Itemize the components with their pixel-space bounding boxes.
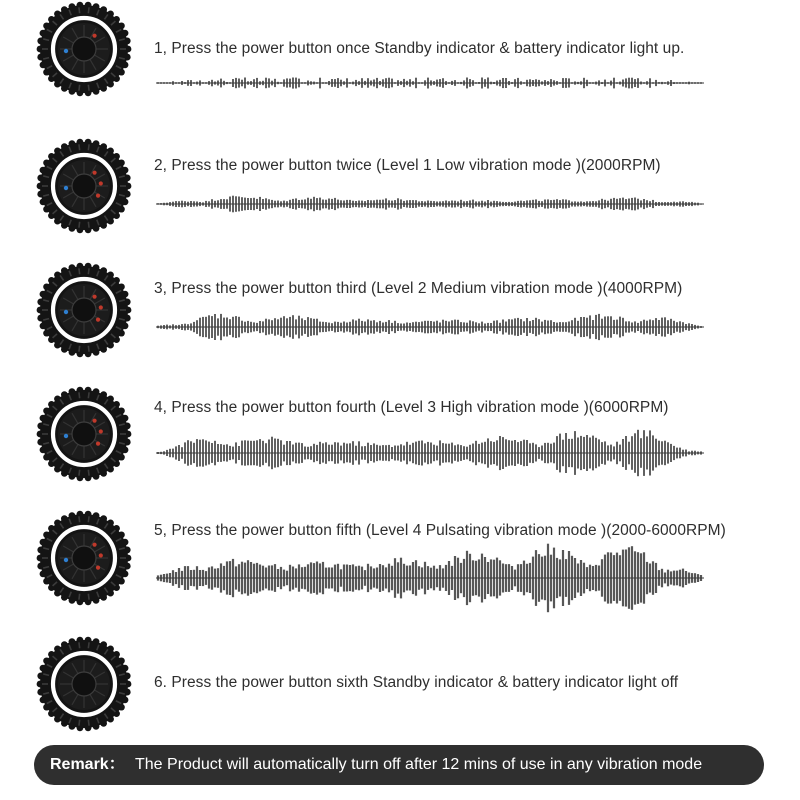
remark-text: The Product will automatically turn off after 12 mins of use in any vibration mode bbox=[135, 756, 703, 773]
remark-label: Remark： bbox=[50, 756, 125, 773]
massage-ball-icon bbox=[36, 510, 132, 606]
step-caption: 5, Press the power button fifth (Level 4 Pulsating vibration mode )(2000-6000RPM) bbox=[154, 522, 726, 539]
waveform-icon bbox=[152, 180, 708, 228]
massage-ball-icon bbox=[36, 138, 132, 234]
step-3 bbox=[0, 247, 800, 357]
step-2 bbox=[0, 123, 800, 233]
step-caption: 2, Press the power button twice (Level 1 Low vibration mode )(2000RPM) bbox=[154, 157, 661, 174]
waveform-icon bbox=[152, 300, 708, 354]
waveform-icon bbox=[152, 420, 708, 486]
step-6 bbox=[0, 620, 800, 730]
massage-ball-icon bbox=[36, 636, 132, 732]
step-1 bbox=[0, 0, 800, 110]
step-caption: 1, Press the power button once Standby indicator & battery indicator light up. bbox=[154, 40, 685, 57]
massage-ball-icon bbox=[36, 1, 132, 97]
massage-ball-icon bbox=[36, 386, 132, 482]
step-caption: 3, Press the power button third (Level 2 Medium vibration mode )(4000RPM) bbox=[154, 280, 683, 297]
waveform-icon bbox=[152, 542, 708, 614]
step-4 bbox=[0, 370, 800, 480]
waveform-icon bbox=[152, 66, 708, 100]
step-5 bbox=[0, 492, 800, 602]
step-caption: 6. Press the power button sixth Standby indicator & battery indicator light off bbox=[154, 674, 679, 691]
step-caption: 4, Press the power button fourth (Level 3 High vibration mode )(6000RPM) bbox=[154, 399, 669, 416]
remark-banner bbox=[34, 745, 764, 785]
massage-ball-icon bbox=[36, 262, 132, 358]
